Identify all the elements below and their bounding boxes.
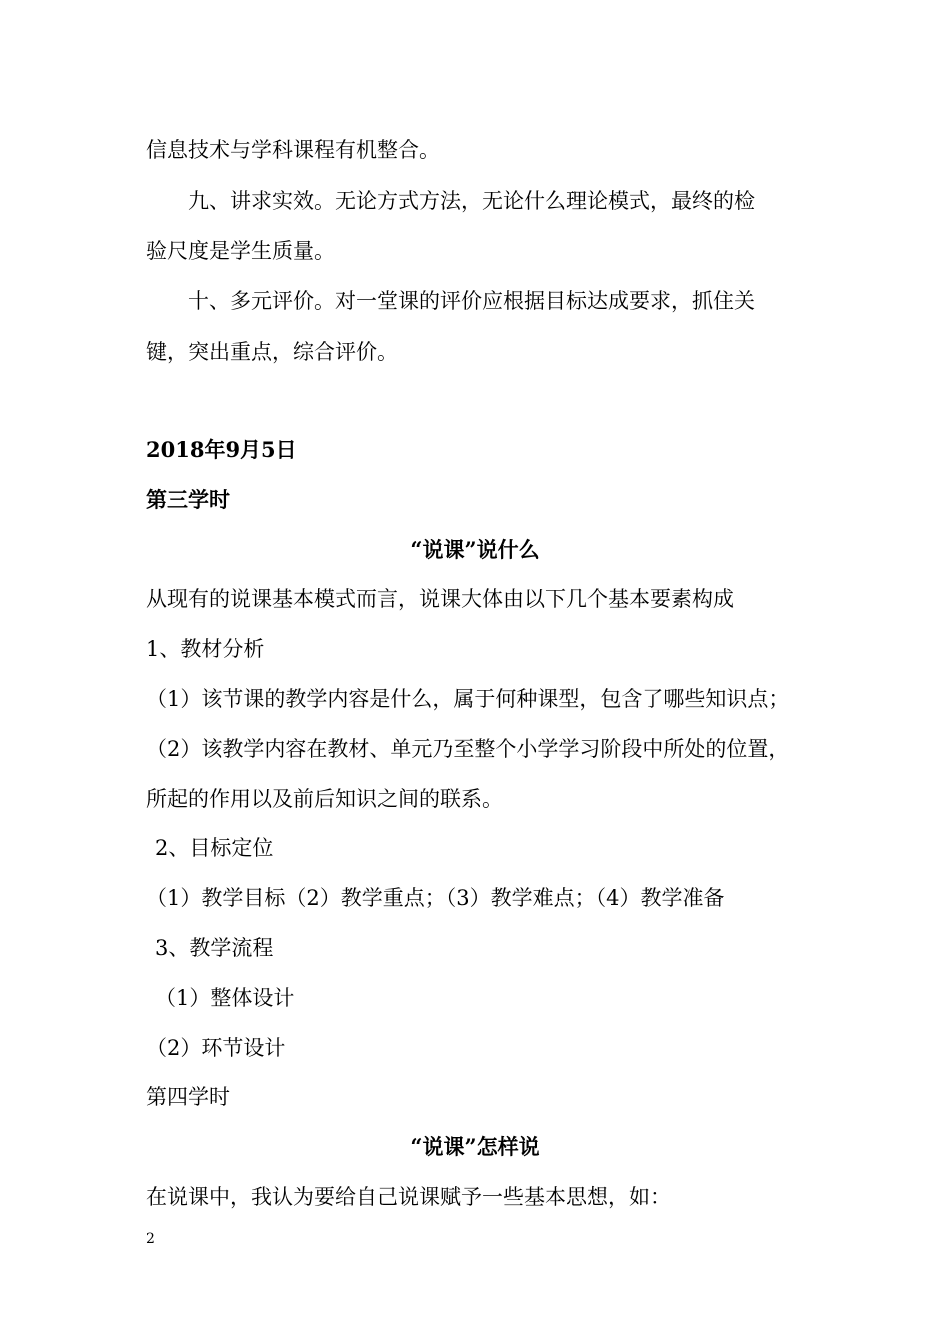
date-heading: 2018年9月5日 bbox=[146, 437, 297, 462]
list-item: 所起的作用以及前后知识之间的联系。 bbox=[146, 787, 503, 811]
list-item: 1、教材分析 bbox=[146, 637, 265, 661]
list-item: （1）教学目标（2）教学重点；（3）教学难点；（4）教学准备 bbox=[146, 886, 725, 910]
page-number: 2 bbox=[146, 1231, 155, 1247]
list-item: （2）该教学内容在教材、单元乃至整个小学学习阶段中所处的位置， bbox=[146, 737, 790, 761]
list-item: （1）整体设计 bbox=[155, 986, 295, 1010]
paragraph-line: 十、多元评价。对一堂课的评价应根据目标达成要求，抓住关 bbox=[188, 289, 755, 313]
section-heading-3: 第三学时 bbox=[146, 487, 230, 512]
section-heading-4: 第四学时 bbox=[146, 1085, 230, 1109]
section-title-4: “说课”怎样说 bbox=[410, 1134, 540, 1159]
section-title-3: “说课”说什么 bbox=[410, 537, 540, 562]
list-item: 3、教学流程 bbox=[155, 936, 274, 960]
paragraph-line: 键，突出重点，综合评价。 bbox=[146, 340, 398, 364]
paragraph-line: 九、讲求实效。无论方式方法，无论什么理论模式，最终的检 bbox=[188, 189, 755, 213]
paragraph-line: 从现有的说课基本模式而言，说课大体由以下几个基本要素构成 bbox=[146, 587, 734, 611]
paragraph-line: 验尺度是学生质量。 bbox=[146, 239, 335, 263]
paragraph-line: 在说课中，我认为要给自己说课赋予一些基本思想，如： bbox=[146, 1185, 671, 1209]
list-item: （2）环节设计 bbox=[146, 1036, 286, 1060]
list-item: （1）该节课的教学内容是什么，属于何种课型，包含了哪些知识点； bbox=[146, 687, 790, 711]
paragraph-line: 信息技术与学科课程有机整合。 bbox=[146, 138, 440, 162]
list-item: 2、目标定位 bbox=[155, 836, 274, 860]
